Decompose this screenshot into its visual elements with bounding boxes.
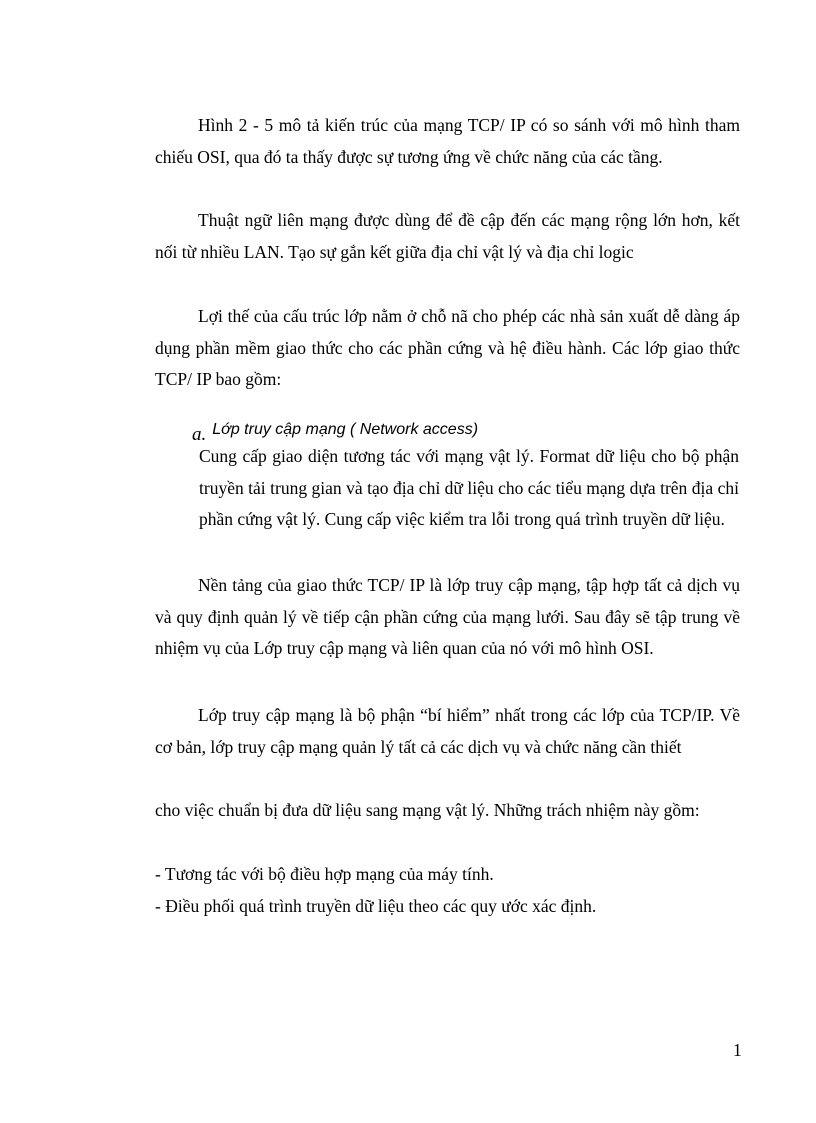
section-heading-network-access xyxy=(192,418,479,445)
paragraph-layer-advantage: Lợi thế của cấu trúc lớp nằm ở chỗ nã cho phép các nhà sản xuất dễ dàng áp dụng phần mềm giao thức cho các phần cứng và hệ điều hành. Các lớp giao thức TCP/ IP bao gồm: xyxy=(155,306,740,389)
bullet-item: - Điều phối quá trình truyền dữ liệu theo các quy ước xác định. xyxy=(155,896,597,916)
page-number: 1 xyxy=(733,1040,742,1060)
paragraph-network-access-desc: Cung cấp giao diện tương tác với mạng vật lý. Format dữ liệu cho bộ phận truyền tải trung gian và tạo địa chỉ dữ liệu cho các tiểu mạng dựa trên địa chỉ phần cứng vật lý. Cung cấp việc kiểm tra lỗi trong quá trình truyền dữ liệu. xyxy=(199,446,739,529)
paragraph-architecture-intro: Hình 2 - 5 mô tả kiến trúc của mạng TCP/ IP có so sánh với mô hình tham chiếu OSI, qua đó ta thấy được sự tương ứng về chức năng của các tầng. xyxy=(155,115,740,167)
bullet-item: - Tương tác với bộ điều hợp mạng của máy tính. xyxy=(155,864,494,884)
paragraph-responsibilities: cho việc chuẩn bị đưa dữ liệu sang mạng vật lý. Những trách nhiệm này gồm: xyxy=(155,800,700,820)
section-letter: a. xyxy=(192,424,207,445)
section-title: Lớp truy cập mạng ( Network access) xyxy=(212,421,479,438)
paragraph-network-access-mystery: Lớp truy cập mạng là bộ phận “bí hiểm” nhất trong các lớp của TCP/IP. Về cơ bản, lớp truy cập mạng quản lý tất cả các dịch vụ và chức năng cần thiết xyxy=(155,705,740,757)
paragraph-network-access-foundation: Nền tảng của giao thức TCP/ IP là lớp truy cập mạng, tập hợp tất cả dịch vụ và quy định quản lý về tiếp cận phần cứng của mạng lưới. Sau đây sẽ tập trung về nhiệm vụ của Lớp truy cập mạng và liên quan của nó với mô hình OSI. xyxy=(155,575,740,658)
paragraph-internetwork-term: Thuật ngữ liên mạng được dùng để đề cập đến các mạng rộng lớn hơn, kết nối từ nhiều LAN. Tạo sự gắn kết giữa địa chỉ vật lý và địa chỉ logic xyxy=(155,210,740,262)
